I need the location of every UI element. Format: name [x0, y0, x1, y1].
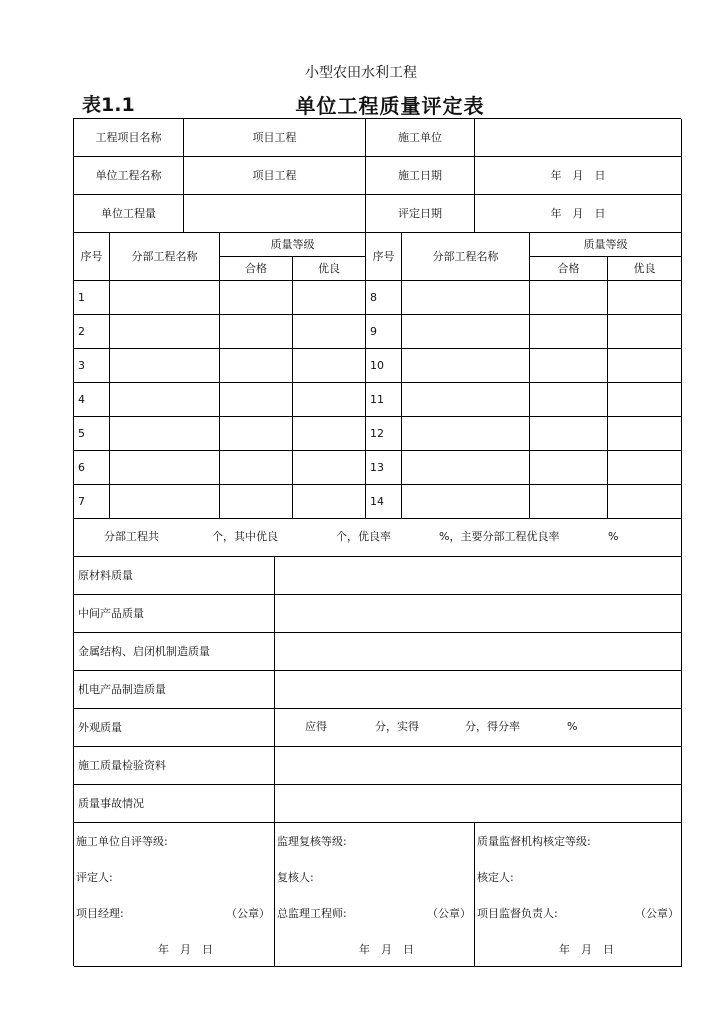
row-7-num-right: 14	[366, 485, 402, 519]
row-5-num-right: 12	[366, 417, 402, 451]
contractor-signoff	[74, 823, 275, 967]
row-5-pass-left[interactable]	[220, 417, 293, 451]
row-6-num-right: 13	[366, 451, 402, 485]
contractor-date: 年 月 日	[158, 943, 213, 956]
summary-part-4: %，主要分部工程优良率	[439, 530, 560, 543]
row-4-excellent-right[interactable]	[608, 383, 682, 417]
supervisor-chief-label: 总监理工程师:	[277, 907, 347, 920]
qc-signoff	[475, 823, 682, 967]
appearance-score-1: 应得	[305, 720, 327, 733]
table-number: 表1.1	[82, 94, 135, 116]
row-5-name-right[interactable]	[402, 417, 530, 451]
row-2-excellent-right[interactable]	[608, 315, 682, 349]
raw-material-value[interactable]	[275, 557, 682, 595]
contractor-grade-label: 施工单位自评等级:	[76, 835, 168, 848]
evaluation-date-label: 评定日期	[366, 195, 475, 233]
unit-quantity-label: 单位工程量	[74, 195, 184, 233]
intermediate-value[interactable]	[275, 595, 682, 633]
unit-name-value[interactable]: 项目工程	[184, 157, 366, 195]
summary-part-3: 个，优良率	[336, 530, 391, 543]
row-4-num-right: 11	[366, 383, 402, 417]
inspection-data-label: 施工质量检验资料	[74, 747, 275, 785]
qc-seal: （公章）	[635, 907, 679, 920]
row-7-excellent-right[interactable]	[608, 485, 682, 519]
excellent-header-left: 优良	[293, 257, 366, 281]
row-4-num-left: 4	[74, 383, 110, 417]
row-7-num-left: 7	[74, 485, 110, 519]
unit-quantity-value[interactable]	[184, 195, 366, 233]
row-5-num-left: 5	[74, 417, 110, 451]
qc-approver-label: 核定人:	[477, 871, 514, 884]
supervisor-reviewer-label: 复核人:	[277, 871, 314, 884]
row-3-name-left[interactable]	[110, 349, 220, 383]
row-7-pass-left[interactable]	[220, 485, 293, 519]
summary-part-1: 分部工程共	[104, 530, 159, 543]
contractor-manager-label: 项目经理:	[76, 907, 124, 920]
row-1-name-right[interactable]	[402, 281, 530, 315]
row-6-name-left[interactable]	[110, 451, 220, 485]
grade-header-right: 质量等级	[530, 233, 682, 257]
accident-value[interactable]	[275, 785, 682, 823]
row-5-excellent-left[interactable]	[293, 417, 366, 451]
sub-name-header-right: 分部工程名称	[402, 233, 530, 281]
appearance-score-3: 分，得分率	[465, 720, 520, 733]
appearance-score	[275, 709, 682, 747]
row-7-name-left[interactable]	[110, 485, 220, 519]
row-7-name-right[interactable]	[402, 485, 530, 519]
subtitle: 小型农田水利工程	[305, 65, 417, 81]
row-2-pass-right[interactable]	[530, 315, 608, 349]
appearance-score-4: %	[567, 720, 578, 733]
electromech-label: 机电产品制造质量	[74, 671, 275, 709]
row-2-name-right[interactable]	[402, 315, 530, 349]
accident-label: 质量事故情况	[74, 785, 275, 823]
sub-name-header-left: 分部工程名称	[110, 233, 220, 281]
row-1-pass-right[interactable]	[530, 281, 608, 315]
row-1-num-left: 1	[74, 281, 110, 315]
raw-material-label: 原材料质量	[74, 557, 275, 595]
qc-date: 年 月 日	[559, 943, 614, 956]
row-7-excellent-left[interactable]	[293, 485, 366, 519]
row-2-num-right: 9	[366, 315, 402, 349]
row-4-pass-left[interactable]	[220, 383, 293, 417]
row-7-pass-right[interactable]	[530, 485, 608, 519]
contractor-evaluator-label: 评定人:	[76, 871, 113, 884]
seq-header-right: 序号	[366, 233, 402, 281]
row-3-name-right[interactable]	[402, 349, 530, 383]
row-6-pass-left[interactable]	[220, 451, 293, 485]
row-1-excellent-right[interactable]	[608, 281, 682, 315]
excellent-header-right: 优良	[608, 257, 682, 281]
row-4-pass-right[interactable]	[530, 383, 608, 417]
row-3-excellent-right[interactable]	[608, 349, 682, 383]
row-2-name-left[interactable]	[110, 315, 220, 349]
project-name-label: 工程项目名称	[74, 119, 184, 157]
row-2-num-left: 2	[74, 315, 110, 349]
intermediate-label: 中间产品质量	[74, 595, 275, 633]
row-1-pass-left[interactable]	[220, 281, 293, 315]
evaluation-date-value[interactable]: 年 月 日	[475, 195, 682, 233]
row-4-excellent-left[interactable]	[293, 383, 366, 417]
supervisor-seal: （公章）	[427, 907, 471, 920]
row-5-name-left[interactable]	[110, 417, 220, 451]
row-3-excellent-left[interactable]	[293, 349, 366, 383]
row-2-pass-left[interactable]	[220, 315, 293, 349]
pass-header-left: 合格	[220, 257, 293, 281]
row-3-pass-left[interactable]	[220, 349, 293, 383]
summary-row	[74, 519, 682, 557]
row-3-num-right: 10	[366, 349, 402, 383]
page-title: 单位工程质量评定表	[295, 94, 485, 118]
metal-structure-label: 金属结构、启闭机制造质量	[74, 633, 275, 671]
supervisor-grade-label: 监理复核等级:	[277, 835, 347, 848]
summary-part-2: 个，其中优良	[212, 530, 278, 543]
contractor-seal: （公章）	[226, 907, 270, 920]
row-6-name-right[interactable]	[402, 451, 530, 485]
row-3-num-left: 3	[74, 349, 110, 383]
row-1-num-right: 8	[366, 281, 402, 315]
project-name-value[interactable]: 项目工程	[184, 119, 366, 157]
grade-header-left: 质量等级	[220, 233, 366, 257]
qc-head-label: 项目监督负责人:	[477, 907, 558, 920]
row-4-name-left[interactable]	[110, 383, 220, 417]
qc-grade-label: 质量监督机构核定等级:	[477, 835, 591, 848]
construction-date-value[interactable]: 年 月 日	[475, 157, 682, 195]
appearance-score-2: 分，实得	[375, 720, 419, 733]
contractor-label: 施工单位	[366, 119, 475, 157]
pass-header-right: 合格	[530, 257, 608, 281]
row-1-excellent-left[interactable]	[293, 281, 366, 315]
row-1-name-left[interactable]	[110, 281, 220, 315]
row-4-name-right[interactable]	[402, 383, 530, 417]
row-6-excellent-left[interactable]	[293, 451, 366, 485]
row-5-pass-right[interactable]	[530, 417, 608, 451]
seq-header-left: 序号	[74, 233, 110, 281]
unit-name-label: 单位工程名称	[74, 157, 184, 195]
row-6-num-left: 6	[74, 451, 110, 485]
metal-structure-value[interactable]	[275, 633, 682, 671]
row-5-excellent-right[interactable]	[608, 417, 682, 451]
supervisor-date: 年 月 日	[359, 943, 414, 956]
row-6-excellent-right[interactable]	[608, 451, 682, 485]
supervisor-signoff	[275, 823, 475, 967]
summary-part-5: %	[608, 530, 619, 543]
quality-evaluation-table	[73, 118, 681, 966]
row-2-excellent-left[interactable]	[293, 315, 366, 349]
inspection-data-value[interactable]	[275, 747, 682, 785]
row-6-pass-right[interactable]	[530, 451, 608, 485]
electromech-value[interactable]	[275, 671, 682, 709]
contractor-value[interactable]	[475, 119, 682, 157]
row-3-pass-right[interactable]	[530, 349, 608, 383]
appearance-label: 外观质量	[74, 709, 275, 747]
construction-date-label: 施工日期	[366, 157, 475, 195]
